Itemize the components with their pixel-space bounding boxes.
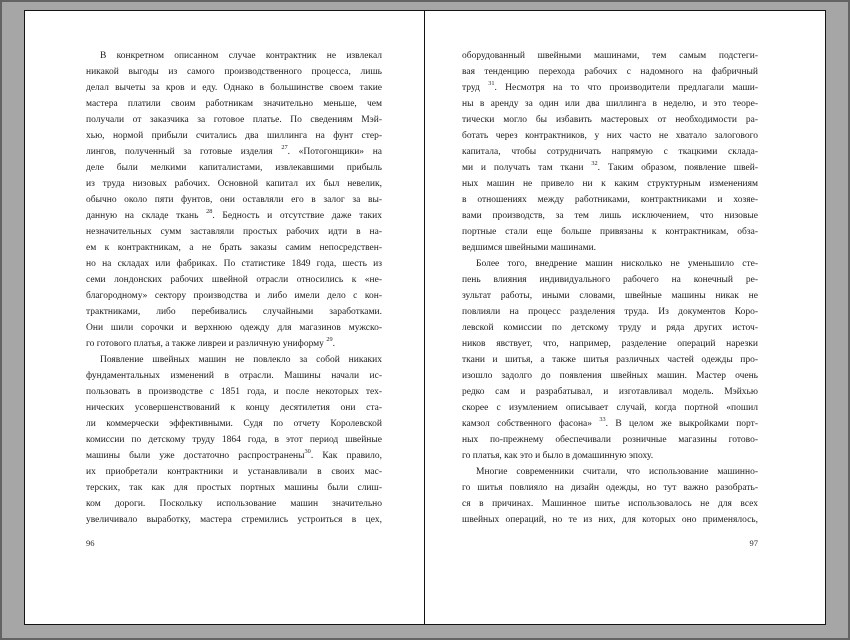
text-line: го готового платья, а также ливреи и различную униформу $^{29}$.: [86, 336, 335, 349]
text-line: Они шили сорочки и верхнюю одежду для магазинов мужско-: [86, 323, 382, 333]
page-right: [425, 11, 825, 624]
footnote-marker: 29: [326, 336, 333, 344]
book-spread: [24, 10, 826, 625]
footnote-marker: 31: [488, 80, 495, 88]
text-line: изошло задолго до появления швейных машин. Мастер очень: [462, 371, 758, 381]
text-line: их приобретали контрактники и устанавливали в своих мас-: [86, 467, 382, 477]
text-line: капитала, чтобы сотрудничать напрямую с ткацкими склада-: [462, 147, 758, 157]
text-line: ных по-прежнему обеспечивали розничные магазины готово-: [462, 435, 758, 445]
text-line: ны в аренду за один или два шиллинга в неделю, и это теоре-: [462, 99, 758, 109]
footnote-marker: 28: [206, 208, 213, 216]
text-line: ткани и шитья, а также шитья различных частей одежды про-: [462, 355, 758, 365]
text-line: лингов, полученный за готовые изделия $^{27}$. «Потогонщики» на: [86, 144, 382, 157]
footnote-marker: 33: [599, 416, 606, 424]
text-line: пользовать в производстве с 1851 года, и после некоторых тех-: [86, 387, 382, 397]
text-line: хью, нормой прибыли считались два шиллинга на фунт стер-: [86, 131, 382, 141]
text-line: оборудованный швейными машинами, тем самым подстеги-: [462, 51, 758, 61]
text-line: незначительных сумм заставляли простых рабочих идти в на-: [86, 227, 382, 237]
text-line: скорее с изумлением описывает случай, когда портной «пошил: [462, 403, 758, 413]
text-line: ведшимся швейными машинами.: [462, 243, 597, 253]
page-left: [25, 11, 425, 624]
text-line: камзол собственного фасона» $^{33}$. В целом же выкройками порт-: [462, 416, 758, 429]
text-line: увеличивало выработку, мастера стремились устроиться в цех,: [86, 515, 382, 525]
page-number-left: 96: [86, 538, 95, 548]
footnote-marker: 27: [281, 144, 288, 152]
text-line: Более того, внедрение машин нисколько не уменьшило сте-: [476, 259, 758, 269]
text-line: получали от заказчика за готовое платье. По сведениям Мэй-: [86, 115, 382, 125]
text-line: мастера платили своим работникам значительно меньше, чем: [86, 99, 382, 109]
text-line: ных машин не привело ни к каким структурным изменениям: [462, 179, 758, 189]
text-line: фундаментальных изменений в отрасли. Машины начали ис-: [86, 371, 382, 381]
text-line: швейных операций, но те из них, для которых оно применялось,: [462, 515, 758, 525]
text-line: ников явствует, что, например, разделение операций нарезки: [462, 339, 758, 349]
text-line: нических усовершенствований к концу десятилетия они ста-: [86, 403, 382, 413]
text-line: труд $^{31}$. Несмотря на то что производители предлагали маши-: [462, 80, 758, 93]
text-line: го платья, как это и было в домашинную эпоху.: [462, 451, 654, 461]
text-line: ботать через контрактников, у них часто не хватало залогового: [462, 131, 758, 141]
text-line: повлияли на процесс разделения труда. Из документов Коро-: [462, 307, 758, 317]
text-line: но на складах или фабриках. По статистике 1849 года, шесть из: [86, 259, 382, 269]
text-line: ми и получать там ткани $^{32}$. Таким образом, появление швей-: [462, 160, 758, 173]
text-line: семи лондонских рабочих швейной отрасли относились к «не-: [86, 275, 382, 285]
text-line: Многие современники считали, что использование машинно-: [476, 467, 758, 477]
text-line: никакой выгоды из самого производственного процесса, лишь: [86, 67, 382, 77]
text-line: ся в причинах. Машинное шитье использовалось не для всех: [462, 499, 758, 509]
text-line: тически могло бы избавить мастеровых от необходимости ра-: [462, 115, 758, 125]
text-line: редко сам и разрабатывал, и изготавливал модель. Мэйхью: [462, 387, 758, 397]
text-line: из труда низовых рабочих. Основной капитал их был невелик,: [86, 179, 382, 189]
text-line: машины были уже достаточно распространены$^{30}$. Как правило,: [86, 448, 382, 461]
text-line: ем к контрактникам, а не брать заказы самим непосредствен-: [86, 243, 382, 253]
page-left-text: [86, 48, 382, 528]
text-line: терских, так как для простых портных машины были слиш-: [86, 483, 382, 493]
text-line: го шитья повлияло на дизайн одежды, но тут важно разобрать-: [462, 483, 758, 493]
text-line: зультат работы, иными словами, швейные машины никак не: [462, 291, 758, 301]
footnote-marker: 32: [591, 160, 598, 168]
page-number-right: 97: [749, 538, 758, 548]
text-line: деле были мелкими капиталистами, извлекавшими прибыль: [86, 163, 382, 173]
text-line: В конкретном описанном случае контрактник не извлекал: [100, 51, 382, 61]
text-line: ли коммерчески эффективными. Судя по отчету Королевской: [86, 419, 382, 429]
text-line: портные стали еще больше привязаны к контрактникам, обза-: [462, 227, 758, 237]
text-line: вами производств, за тем лишь исключением, что низовые: [462, 211, 758, 221]
text-line: в отношениях между работниками, контрактниками и хозяе-: [462, 195, 758, 205]
text-line: благородному» сектору производства и либо имели дело с кон-: [86, 291, 382, 301]
text-line: комиссии по детскому труду 1864 года, в этот период швейные: [86, 435, 382, 445]
text-line: левской комиссии по детскому труду и ряда других источ-: [462, 323, 758, 333]
page-right-text: [462, 48, 758, 528]
text-line: пень влияния индивидуального рабочего на конечный ре-: [462, 275, 758, 285]
text-line: обычно около пяти фунтов, они оставляли его в залог за вы-: [86, 195, 382, 205]
footnote-marker: 30: [304, 448, 311, 456]
text-line: делал вычеты за кров и еду. Однако в большинстве своем такие: [86, 83, 382, 93]
text-line: ком дороги. Поскольку использование машин значительно: [86, 499, 382, 509]
text-line: трактниками, либо перебивались случайными заработками.: [86, 307, 382, 317]
text-line: вая тенденцию перехода рабочих с надомного на фабричный: [462, 67, 758, 77]
text-line: Появление швейных машин не повлекло за собой никаких: [100, 355, 382, 365]
text-line: данную на складе ткань $^{28}$. Бедность и отсутствие даже таких: [86, 208, 382, 221]
